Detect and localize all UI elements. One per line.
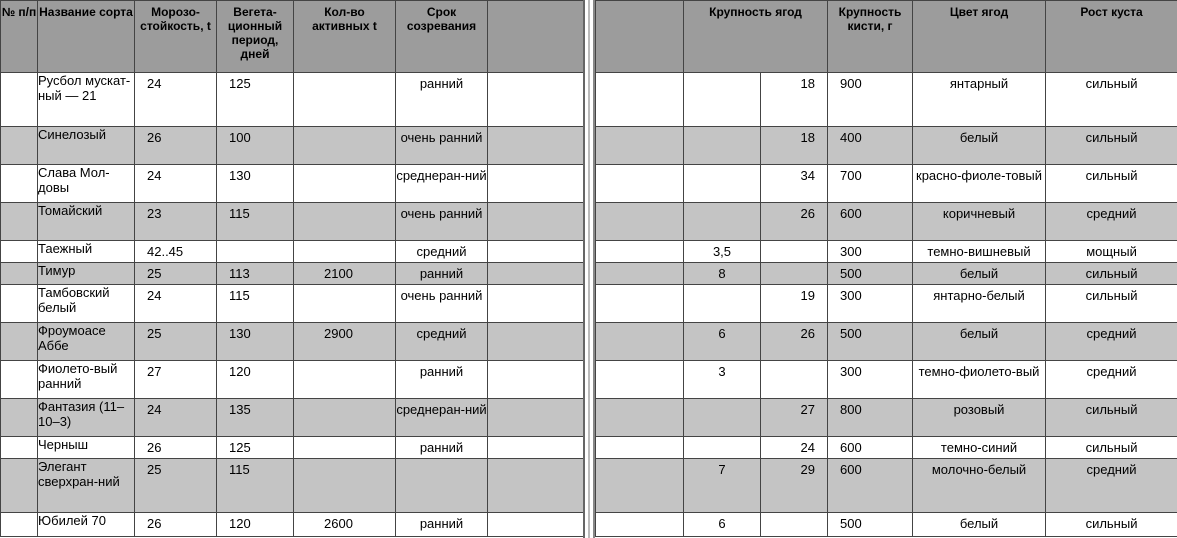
- cell-blank: [488, 437, 584, 459]
- cell-active-temperatures: [294, 241, 396, 263]
- cell-brush-size: 600: [828, 203, 913, 241]
- cell-frost-resistance: 26: [135, 437, 217, 459]
- table-row: [596, 399, 1177, 437]
- cell-blank: [596, 203, 684, 241]
- cell-bush-growth: сильный: [1046, 165, 1177, 203]
- cell-blank: [596, 459, 684, 513]
- cell-frost-resistance: 24: [135, 399, 217, 437]
- right-page: [595, 0, 1177, 537]
- grape-varieties-table-right: [595, 0, 1177, 537]
- cell-variety-name: Синелозый: [38, 127, 135, 165]
- cell-brush-size: 300: [828, 361, 913, 399]
- cell-frost-resistance: 25: [135, 323, 217, 361]
- cell-berry-size-b: 34: [761, 165, 828, 203]
- table-row: [596, 459, 1177, 513]
- cell-variety-name: Черныш: [38, 437, 135, 459]
- cell-ripening-term: среднеран-ний: [396, 165, 488, 203]
- cell-berry-color: янтарно-белый: [913, 285, 1046, 323]
- cell-berry-color: белый: [913, 323, 1046, 361]
- cell-bush-growth: средний: [1046, 459, 1177, 513]
- cell-number: [1, 323, 38, 361]
- cell-active-temperatures: 2100: [294, 263, 396, 285]
- cell-blank: [488, 165, 584, 203]
- cell-variety-name: Юбилей 70: [38, 513, 135, 537]
- table-row: [596, 203, 1177, 241]
- cell-berry-size-b: 18: [761, 73, 828, 127]
- cell-ripening-term: средний: [396, 241, 488, 263]
- cell-vegetation-period: 135: [217, 399, 294, 437]
- cell-berry-size-b: 18: [761, 127, 828, 165]
- table-row: [596, 165, 1177, 203]
- table-row: [596, 285, 1177, 323]
- cell-blank: [488, 263, 584, 285]
- cell-variety-name: Тамбовский белый: [38, 285, 135, 323]
- cell-blank: [488, 323, 584, 361]
- cell-ripening-term: ранний: [396, 437, 488, 459]
- col-header-frost-resistance: Морозо-стойкость, t: [135, 1, 217, 73]
- cell-frost-resistance: 25: [135, 263, 217, 285]
- cell-blank: [596, 285, 684, 323]
- cell-vegetation-period: 115: [217, 285, 294, 323]
- cell-bush-growth: сильный: [1046, 285, 1177, 323]
- cell-vegetation-period: 113: [217, 263, 294, 285]
- cell-berry-size-a: [684, 437, 761, 459]
- cell-ripening-term: ранний: [396, 73, 488, 127]
- cell-berry-color: янтарный: [913, 73, 1046, 127]
- table-row: [596, 241, 1177, 263]
- cell-blank: [488, 361, 584, 399]
- cell-active-temperatures: [294, 203, 396, 241]
- cell-berry-color: коричневый: [913, 203, 1046, 241]
- cell-berry-size-a: 7: [684, 459, 761, 513]
- cell-variety-name: Томайский: [38, 203, 135, 241]
- cell-berry-size-a: [684, 73, 761, 127]
- cell-brush-size: 400: [828, 127, 913, 165]
- cell-ripening-term: очень ранний: [396, 285, 488, 323]
- cell-berry-color: молочно-белый: [913, 459, 1046, 513]
- cell-blank: [596, 127, 684, 165]
- cell-vegetation-period: 120: [217, 361, 294, 399]
- col-header-number: № п/п: [1, 1, 38, 73]
- cell-brush-size: 600: [828, 459, 913, 513]
- cell-vegetation-period: 130: [217, 165, 294, 203]
- cell-vegetation-period: 115: [217, 203, 294, 241]
- cell-berry-size-a: [684, 285, 761, 323]
- header-row: [1, 1, 584, 73]
- cell-brush-size: 300: [828, 241, 913, 263]
- cell-berry-size-b: 26: [761, 203, 828, 241]
- cell-variety-name: Русбол мускат-ный — 21: [38, 73, 135, 127]
- cell-active-temperatures: 2900: [294, 323, 396, 361]
- table-row: [1, 127, 584, 165]
- table-row: [1, 513, 584, 537]
- col-header-active-temperatures: Кол-во активных t: [294, 1, 396, 73]
- cell-number: [1, 241, 38, 263]
- cell-frost-resistance: 25: [135, 459, 217, 513]
- cell-berry-size-a: 6: [684, 323, 761, 361]
- cell-berry-size-b: 29: [761, 459, 828, 513]
- cell-frost-resistance: 26: [135, 127, 217, 165]
- table-row: [596, 73, 1177, 127]
- cell-bush-growth: сильный: [1046, 127, 1177, 165]
- left-page: [0, 0, 583, 537]
- cell-blank: [488, 285, 584, 323]
- col-header-berry-color: Цвет ягод: [913, 1, 1046, 73]
- cell-berry-size-b: [761, 513, 828, 537]
- cell-blank: [488, 127, 584, 165]
- cell-blank: [488, 459, 584, 513]
- grape-varieties-table-left: [0, 0, 584, 537]
- cell-blank: [488, 73, 584, 127]
- cell-berry-size-a: 6: [684, 513, 761, 537]
- cell-vegetation-period: 125: [217, 73, 294, 127]
- cell-variety-name: Фантазия (11–10–3): [38, 399, 135, 437]
- cell-active-temperatures: [294, 399, 396, 437]
- cell-active-temperatures: [294, 285, 396, 323]
- cell-brush-size: 900: [828, 73, 913, 127]
- cell-variety-name: Тимур: [38, 263, 135, 285]
- cell-number: [1, 165, 38, 203]
- cell-frost-resistance: 42..45: [135, 241, 217, 263]
- cell-number: [1, 399, 38, 437]
- table-row: [1, 459, 584, 513]
- cell-blank: [596, 263, 684, 285]
- cell-variety-name: Слава Мол-довы: [38, 165, 135, 203]
- cell-ripening-term: ранний: [396, 361, 488, 399]
- table-row: [596, 127, 1177, 165]
- cell-bush-growth: средний: [1046, 203, 1177, 241]
- cell-number: [1, 513, 38, 537]
- header-row: [596, 1, 1177, 73]
- cell-active-temperatures: [294, 437, 396, 459]
- cell-berry-size-b: 27: [761, 399, 828, 437]
- cell-vegetation-period: [217, 241, 294, 263]
- col-header-berry-size: Крупность ягод: [684, 1, 828, 73]
- cell-bush-growth: сильный: [1046, 513, 1177, 537]
- cell-number: [1, 437, 38, 459]
- cell-blank: [488, 399, 584, 437]
- cell-ripening-term: очень ранний: [396, 203, 488, 241]
- table-row: [596, 513, 1177, 537]
- table-row: [1, 399, 584, 437]
- table-row: [596, 361, 1177, 399]
- cell-berry-color: белый: [913, 513, 1046, 537]
- cell-vegetation-period: 125: [217, 437, 294, 459]
- cell-blank: [596, 165, 684, 203]
- cell-frost-resistance: 24: [135, 285, 217, 323]
- cell-variety-name: Фроумоасе Аббе: [38, 323, 135, 361]
- cell-brush-size: 800: [828, 399, 913, 437]
- cell-bush-growth: средний: [1046, 361, 1177, 399]
- col-header-blank: [488, 1, 584, 73]
- cell-ripening-term: среднеран-ний: [396, 399, 488, 437]
- page-gutter: [583, 0, 595, 538]
- cell-berry-size-b: [761, 361, 828, 399]
- cell-berry-size-b: 24: [761, 437, 828, 459]
- cell-number: [1, 73, 38, 127]
- cell-number: [1, 361, 38, 399]
- col-header-variety-name: Название сорта: [38, 1, 135, 73]
- cell-blank: [488, 203, 584, 241]
- cell-bush-growth: сильный: [1046, 73, 1177, 127]
- table-row: [1, 241, 584, 263]
- cell-berry-size-b: [761, 241, 828, 263]
- cell-number: [1, 285, 38, 323]
- cell-berry-color: темно-вишневый: [913, 241, 1046, 263]
- cell-blank: [596, 323, 684, 361]
- col-header-brush-size: Крупность кисти, г: [828, 1, 913, 73]
- cell-brush-size: 500: [828, 263, 913, 285]
- cell-berry-size-b: 26: [761, 323, 828, 361]
- cell-active-temperatures: [294, 73, 396, 127]
- col-header-bush-growth: Рост куста: [1046, 1, 1177, 73]
- cell-frost-resistance: 23: [135, 203, 217, 241]
- cell-blank: [488, 513, 584, 537]
- cell-blank: [596, 361, 684, 399]
- cell-bush-growth: средний: [1046, 323, 1177, 361]
- cell-brush-size: 500: [828, 323, 913, 361]
- cell-vegetation-period: 115: [217, 459, 294, 513]
- cell-berry-color: красно-фиоле-товый: [913, 165, 1046, 203]
- cell-blank: [596, 399, 684, 437]
- table-row: [1, 263, 584, 285]
- cell-number: [1, 203, 38, 241]
- cell-berry-size-a: [684, 127, 761, 165]
- cell-bush-growth: сильный: [1046, 437, 1177, 459]
- cell-vegetation-period: 130: [217, 323, 294, 361]
- table-row: [1, 165, 584, 203]
- cell-berry-size-a: [684, 165, 761, 203]
- col-header-ripening-term: Срок созревания: [396, 1, 488, 73]
- cell-berry-size-a: 3,5: [684, 241, 761, 263]
- cell-brush-size: 700: [828, 165, 913, 203]
- cell-blank: [596, 73, 684, 127]
- cell-variety-name: Таежный: [38, 241, 135, 263]
- cell-brush-size: 600: [828, 437, 913, 459]
- cell-brush-size: 300: [828, 285, 913, 323]
- cell-berry-size-a: 3: [684, 361, 761, 399]
- table-row: [596, 437, 1177, 459]
- cell-blank: [596, 241, 684, 263]
- table-row: [596, 323, 1177, 361]
- cell-berry-size-b: [761, 263, 828, 285]
- cell-bush-growth: сильный: [1046, 263, 1177, 285]
- cell-vegetation-period: 120: [217, 513, 294, 537]
- cell-active-temperatures: [294, 165, 396, 203]
- cell-berry-size-b: 19: [761, 285, 828, 323]
- table-row: [1, 323, 584, 361]
- table-row: [1, 437, 584, 459]
- cell-berry-size-a: 8: [684, 263, 761, 285]
- cell-berry-size-a: [684, 203, 761, 241]
- cell-bush-growth: сильный: [1046, 399, 1177, 437]
- cell-berry-color: белый: [913, 263, 1046, 285]
- cell-blank: [596, 513, 684, 537]
- cell-brush-size: 500: [828, 513, 913, 537]
- cell-active-temperatures: 2600: [294, 513, 396, 537]
- cell-active-temperatures: [294, 361, 396, 399]
- cell-active-temperatures: [294, 459, 396, 513]
- cell-number: [1, 459, 38, 513]
- cell-number: [1, 127, 38, 165]
- cell-blank: [488, 241, 584, 263]
- cell-variety-name: Элегант сверхран-ний: [38, 459, 135, 513]
- table-row: [1, 361, 584, 399]
- table-row: [1, 285, 584, 323]
- cell-frost-resistance: 26: [135, 513, 217, 537]
- cell-ripening-term: ранний: [396, 513, 488, 537]
- cell-vegetation-period: 100: [217, 127, 294, 165]
- cell-ripening-term: [396, 459, 488, 513]
- cell-frost-resistance: 24: [135, 73, 217, 127]
- cell-bush-growth: мощный: [1046, 241, 1177, 263]
- cell-berry-color: белый: [913, 127, 1046, 165]
- cell-variety-name: Фиолето-вый ранний: [38, 361, 135, 399]
- cell-berry-color: темно-фиолето-вый: [913, 361, 1046, 399]
- table-row: [1, 73, 584, 127]
- cell-active-temperatures: [294, 127, 396, 165]
- cell-berry-size-a: [684, 399, 761, 437]
- col-header-vegetation-period: Вегета-ционный период, дней: [217, 1, 294, 73]
- table-row: [596, 263, 1177, 285]
- cell-berry-color: темно-синий: [913, 437, 1046, 459]
- col-header-blank: [596, 1, 684, 73]
- cell-berry-color: розовый: [913, 399, 1046, 437]
- cell-frost-resistance: 24: [135, 165, 217, 203]
- table-row: [1, 203, 584, 241]
- cell-ripening-term: средний: [396, 323, 488, 361]
- cell-frost-resistance: 27: [135, 361, 217, 399]
- cell-ripening-term: ранний: [396, 263, 488, 285]
- cell-ripening-term: очень ранний: [396, 127, 488, 165]
- cell-number: [1, 263, 38, 285]
- cell-blank: [596, 437, 684, 459]
